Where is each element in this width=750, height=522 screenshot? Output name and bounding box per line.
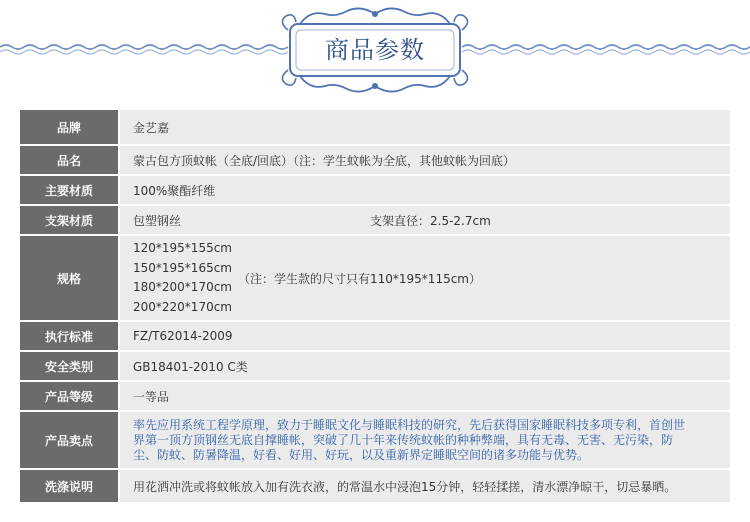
table-row-name xyxy=(20,146,730,176)
row-label: 洗涤说明 xyxy=(20,470,118,502)
row-label: 安全类别 xyxy=(20,352,118,380)
row-value: 100%聚酯纤维 xyxy=(118,176,730,204)
table-row-main-material xyxy=(20,176,730,206)
row-label: 支架材质 xyxy=(20,206,118,234)
row-label: 品牌 xyxy=(20,110,118,144)
table-row-grade xyxy=(20,382,730,412)
row-value-group xyxy=(118,206,730,234)
row-label: 规格 xyxy=(20,236,118,320)
row-value: GB18401-2010 C类 xyxy=(118,352,730,380)
table-row-standard xyxy=(20,322,730,352)
row-label: 产品卖点 xyxy=(20,412,118,468)
table-row-size xyxy=(20,236,730,322)
header-banner xyxy=(0,0,750,96)
row-label: 执行标准 xyxy=(20,322,118,350)
size-item: 150*195*165cm xyxy=(133,260,232,275)
frame-material-value: 包塑钢丝 xyxy=(133,213,182,228)
size-item: 120*195*155cm xyxy=(133,241,232,255)
table-row-selling-points xyxy=(20,412,730,470)
table-row-frame-material xyxy=(20,206,730,236)
row-value: 一等品 xyxy=(118,382,730,410)
row-value: 蒙古包方顶蚊帐（全底/回底）（注：学生蚊帐为全底，其他蚊帐为回底） xyxy=(118,146,730,174)
row-label: 产品等级 xyxy=(20,382,118,410)
row-value: 用花洒冲洗或将蚊帐放入加有洗衣液，的常温水中浸泡15分钟，轻轻揉搓，清水漂净晾干，切忌暴晒。 xyxy=(118,470,730,502)
row-label: 主要材质 xyxy=(20,176,118,204)
page-title: 商品参数 xyxy=(325,36,425,64)
row-value: 金艺嘉 xyxy=(118,110,730,144)
params-table xyxy=(20,110,730,504)
size-note: （注：学生款的尺寸只有110*195*115cm） xyxy=(238,271,482,286)
row-value: 率先应用系统工程学原理，致力于睡眠文化与睡眠科技的研究，先后获得国家睡眠科技多项专利，首创世界第一顶方顶钢丝无底自撑睡帐，突破了几十年来传统蚊帐的种种弊端，具有无毒、无害、无污染，防尘、防蚊、防暑降温，好看、好用、好玩，以及重新界定睡眠空间的诸多功能与优势。 xyxy=(118,412,730,468)
size-item: 200*220*170cm xyxy=(133,299,232,314)
row-value: FZ/T62014-2009 xyxy=(118,322,730,350)
size-list xyxy=(133,239,232,317)
row-value-group xyxy=(118,236,730,320)
table-row-safety xyxy=(20,352,730,382)
size-item: 180*200*170cm xyxy=(133,280,232,294)
table-row-washing xyxy=(20,470,730,504)
frame-diameter-value: 支架直径：2.5-2.7cm xyxy=(370,213,491,228)
table-row-brand xyxy=(20,110,730,146)
row-label: 品名 xyxy=(20,146,118,174)
